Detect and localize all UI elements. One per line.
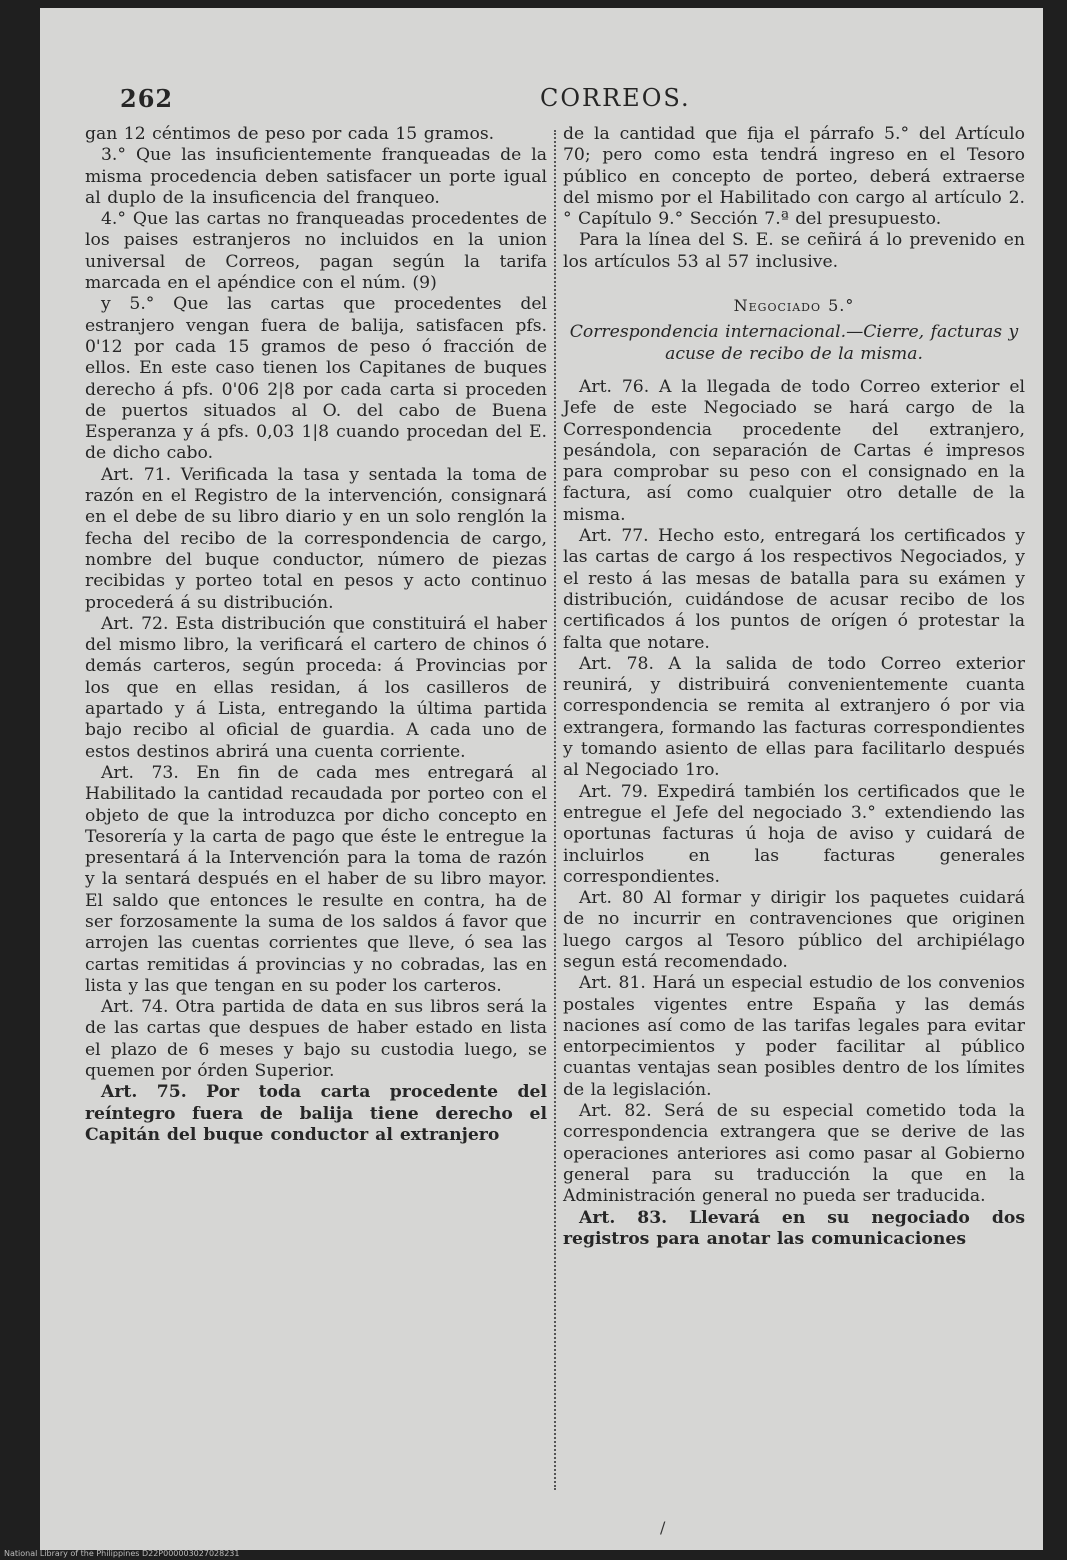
article-73: Art. 73. En fin de cada mes entregará al Habilitado la cantidad recaudada por porteo con el objeto de que la introduzca por dicho concepto en Tesorería y la carta de pago que éste le entregue la presentará á la Intervención para la toma de razón y la sentará después en el haber de su libro mayor. El saldo que entonces le resulte en contra, ha de ser forzosamente la suma de los saldos á favor que arrojen las cuentas corrientes que lleve, ó sea las cartas remitidas á provincias y no cobradas, las en lista y las que tengan en su poder los carteros. xyxy=(85,762,547,996)
paragraph: Para la línea del S. E. se ceñirá á lo prevenido en los artículos 53 al 57 inclusive. xyxy=(563,230,1025,272)
page-header xyxy=(120,84,1020,124)
article-76: Art. 76. A la llegada de todo Correo exterior el Jefe de este Negociado se hará cargo de la Correspondencia procedente del extranjero, pesándola, con separación de Cartas é impresos para comprobar su peso con el consignado en la factura, así como cualquier otro detalle de la misma. xyxy=(563,376,1025,525)
page-number: 262 xyxy=(120,84,174,113)
running-head: CORREOS. xyxy=(540,84,691,112)
paragraph: 4.° Que las cartas no franqueadas procedentes de los paises estranjeros no incluidos en la union universal de Correos, pagan según la tarifa marcada en el apéndice con el núm. (9) xyxy=(85,209,547,294)
scan-credit: National Library of the Philippines D22P000003027028231 xyxy=(4,1549,240,1558)
article-80: Art. 80 Al formar y dirigir los paquetes cuidará de no incurrir en contravenciones que originen luego cargos al Tesoro público del archipiélago segun está recomendado. xyxy=(563,888,1025,972)
section-subtitle: Correspondencia internacional.—Cierre, facturas y acuse de recibo de la misma. xyxy=(569,322,1019,364)
article-77: Art. 77. Hecho esto, entregará los certificados y las cartas de cargo á los respectivos Negociados, y el resto á las mesas de batalla para su exámen y distribución, cuidándose de acusar recibo de los certificados á los puntos de orígen ó protestar la falta que notare. xyxy=(563,526,1025,653)
article-81: Art. 81. Hará un especial estudio de los convenios postales vigentes entre España y las demás naciones así como de las tarifas legales para evitar entorpecimientos y poder facilitar al público cuantas ventajas sean posibles dentro de los límites de la legislación. xyxy=(563,973,1025,1100)
paragraph: y 5.° Que las cartas que procedentes del estranjero vengan fuera de balija, satisfacen pfs. 0'12 por cada 15 gramos de peso ó fracción de ellos. En este caso tienen los Capitanes de buques derecho á pfs. 0'06 2|8 por cada carta si proceden de puertos situados al O. del cabo de Buena Esperanza y á pfs. 0,03 1|8 cuando procedan del E. de dicho cabo. xyxy=(85,294,547,464)
article-74: Art. 74. Otra partida de data en sus libros será la de las cartas que despues de haber estado en lista el plazo de 6 meses y bajo su custodia luego, se quemen por órden Superior. xyxy=(85,997,547,1082)
article-78: Art. 78. A la salida de todo Correo exterior reunirá, y distribuirá convenientemente cuanta correspondencia se remita al extranjero ó por via extrangera, formando las facturas correspondientes y tomando asiento de ellas para facilitarlo después al Negociado 1ro. xyxy=(563,653,1025,781)
ink-mark: / xyxy=(660,1518,666,1537)
section-title: Negociado 5.° xyxy=(733,296,855,316)
column-divider xyxy=(554,130,562,1490)
article-83: Art. 83. Llevará en su negociado dos registros para anotar las comunicaciones xyxy=(563,1207,1025,1249)
article-71: Art. 71. Verificada la tasa y sentada la toma de razón en el Registro de la intervención, consignará en el debe de su libro diario y en un solo renglón la fecha del recibo de la correspondencia de cargo, nombre del buque conductor, número de piezas recibidas y porteo total en pesos y acto continuo procederá á su distribución. xyxy=(85,464,547,613)
paragraph: 3.° Que las insuficientemente franqueadas de la misma procedencia deben satisfacer un porte igual al duplo de la insuficencia del franqueo. xyxy=(85,145,547,208)
scanned-page xyxy=(40,8,1043,1550)
article-72: Art. 72. Esta distribución que constituirá el haber del mismo libro, la verificará el cartero de chinos ó demás carteros, según proceda: á Provincias por los que en ellas residan, á los casilleros de apartado y á Lista, entregando la última partida bajo recibo al oficial de guardia. A cada uno de estos destinos abrirá una cuenta corriente. xyxy=(85,613,547,762)
article-79: Art. 79. Expedirá también los certificados que le entregue el Jefe del negociado 3.° extendiendo las oportunas facturas ú hoja de aviso y cuidará de incluirlos en las facturas generales correspondientes. xyxy=(563,781,1025,887)
article-82: Art. 82. Será de su especial cometido toda la correspondencia extrangera que se derive de las operaciones anteriores asi como pasar al Gobierno general para su traducción la que en la Administración general no pueda ser traducida. xyxy=(563,1101,1025,1207)
right-column xyxy=(563,124,1025,1250)
paragraph: gan 12 céntimos de peso por cada 15 gramos. xyxy=(85,124,495,144)
paragraph: de la cantidad que fija el párrafo 5.° del Artículo 70; pero como esta tendrá ingreso en el Tesoro público en concepto de porteo, deberá extraerse del mismo por el Habilitado con cargo al artículo 2.° Capítulo 9.° Sección 7.ª del presupuesto. xyxy=(563,124,1025,230)
left-column xyxy=(85,124,547,1146)
article-75: Art. 75. Por toda carta procedente del reíntegro fuera de balija tiene derecho el Capitán del buque conductor al extranjero xyxy=(85,1082,547,1145)
